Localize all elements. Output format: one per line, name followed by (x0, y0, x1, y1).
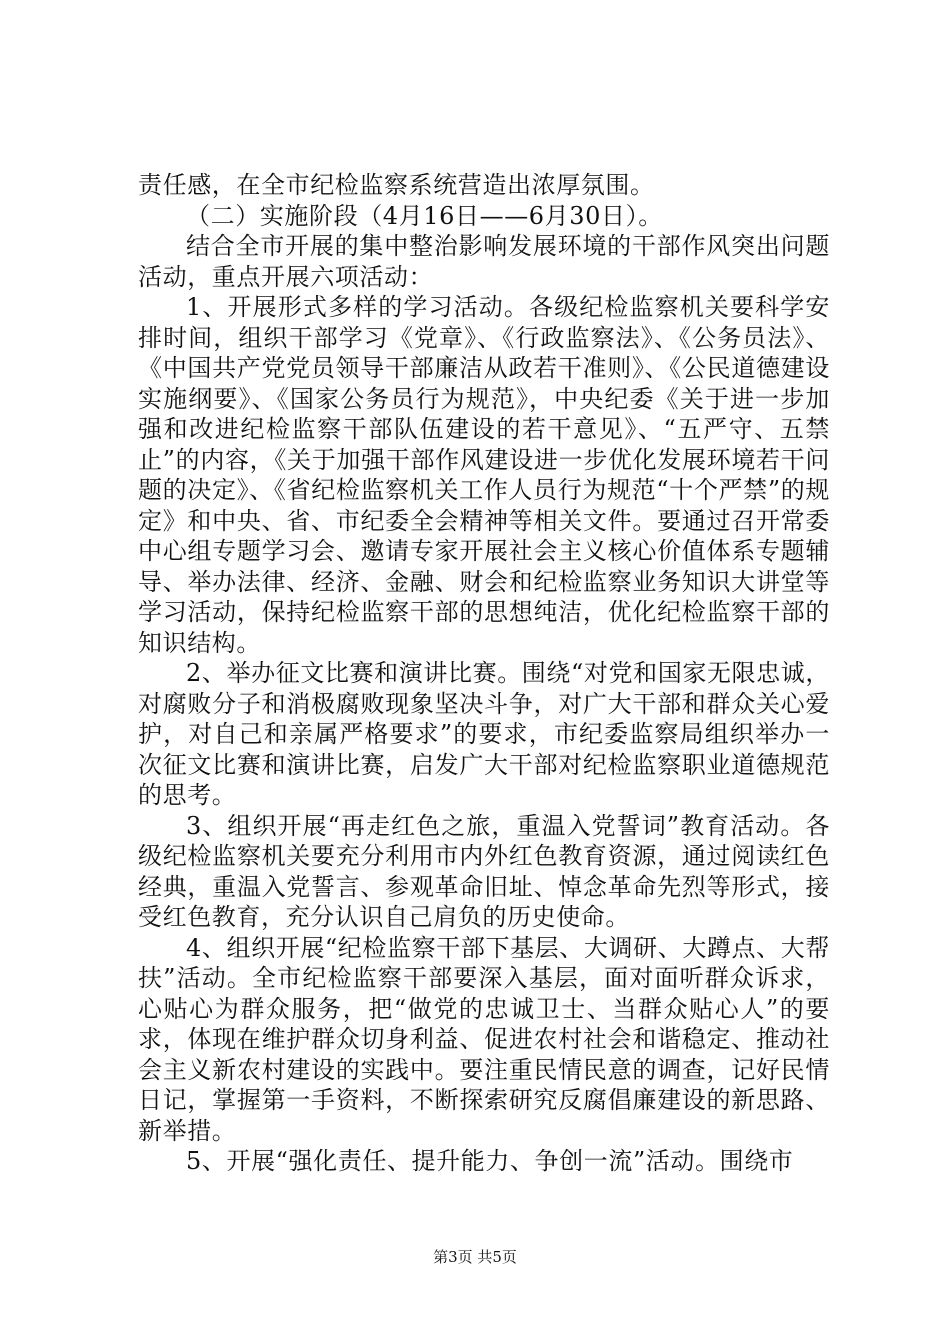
section-heading-implementation-phase: （二）实施阶段（4月16日——6月30日）。 (186, 201, 663, 230)
paragraph-activity-3: 3、组织开展“再走红色之旅，重温入党誓词”教育活动。各级纪检监察机关要充分利用市内外红色教育资源，通过阅读红色经典，重温入党誓言、参观革命旧址、悼念革命先烈等形式，接受红色教育，充分认识自己肩负的历史使命。 (138, 811, 830, 931)
paragraph-activity-1: 1、开展形式多样的学习活动。各级纪检监察机关要科学安排时间，组织干部学习《党章》、《行政监察法》、《公务员法》、《中国共产党党员领导干部廉洁从政若干准则》、《公民道德建设实施纲要》、《国家公务员行为规范》，中央纪委《关于进一步加强和改进纪检监察干部队伍建设的若干意见》、“五严守、五禁止”的内容，《关于加强干部作风建设进一步优化发展环境若干问题的决定》、《省纪检监察机关工作人员行为规范“十个严禁”的规定》和中央、省、市纪委全会精神等相关文件。要通过召开常委中心组专题学习会、邀请专家开展社会主义核心价值体系专题辅导、举办法律、经济、金融、财会和纪检监察业务知识大讲堂等学习活动，保持纪检监察干部的思想纯洁，优化纪检监察干部的知识结构。 (138, 293, 830, 657)
paragraph-activity-5: 5、开展“强化责任、提升能力、争创一流”活动。围绕市 (186, 1147, 794, 1175)
paragraph-activity-2: 2、举办征文比赛和演讲比赛。围绕“对党和国家无限忠诚，对腐败分子和消极腐败现象坚决斗争，对广大干部和群众关心爱护，对自己和亲属严格要求”的要求，市纪委监察局组织举办一次征文比赛和演讲比赛，启发广大干部对纪检监察职业道德规范的思考。 (138, 659, 830, 809)
page-total: 共5页 (477, 1248, 517, 1266)
paragraph-intro-activities: 结合全市开展的集中整治影响发展环境的干部作风突出问题活动，重点开展六项活动： (138, 232, 830, 291)
page-footer (0, 1247, 950, 1267)
paragraph-activity-4: 4、组织开展“纪检监察干部下基层、大调研、大蹲点、大帮扶”活动。全市纪检监察干部要深入基层，面对面听群众诉求，心贴心为群众服务，把“做党的忠诚卫士、当群众贴心人”的要求，体现在维护群众切身利益、促进农村社会和谐稳定、推动社会主义新农村建设的实践中。要注重民情民意的调查，记好民情日记，掌握第一手资料，不断探索研究反腐倡廉建设的新思路、新举措。 (138, 933, 830, 1145)
page-number: 第3页 (433, 1248, 473, 1266)
document-body (138, 170, 830, 1177)
paragraph-continuation: 责任感，在全市纪检监察系统营造出浓厚氛围。 (138, 171, 655, 199)
